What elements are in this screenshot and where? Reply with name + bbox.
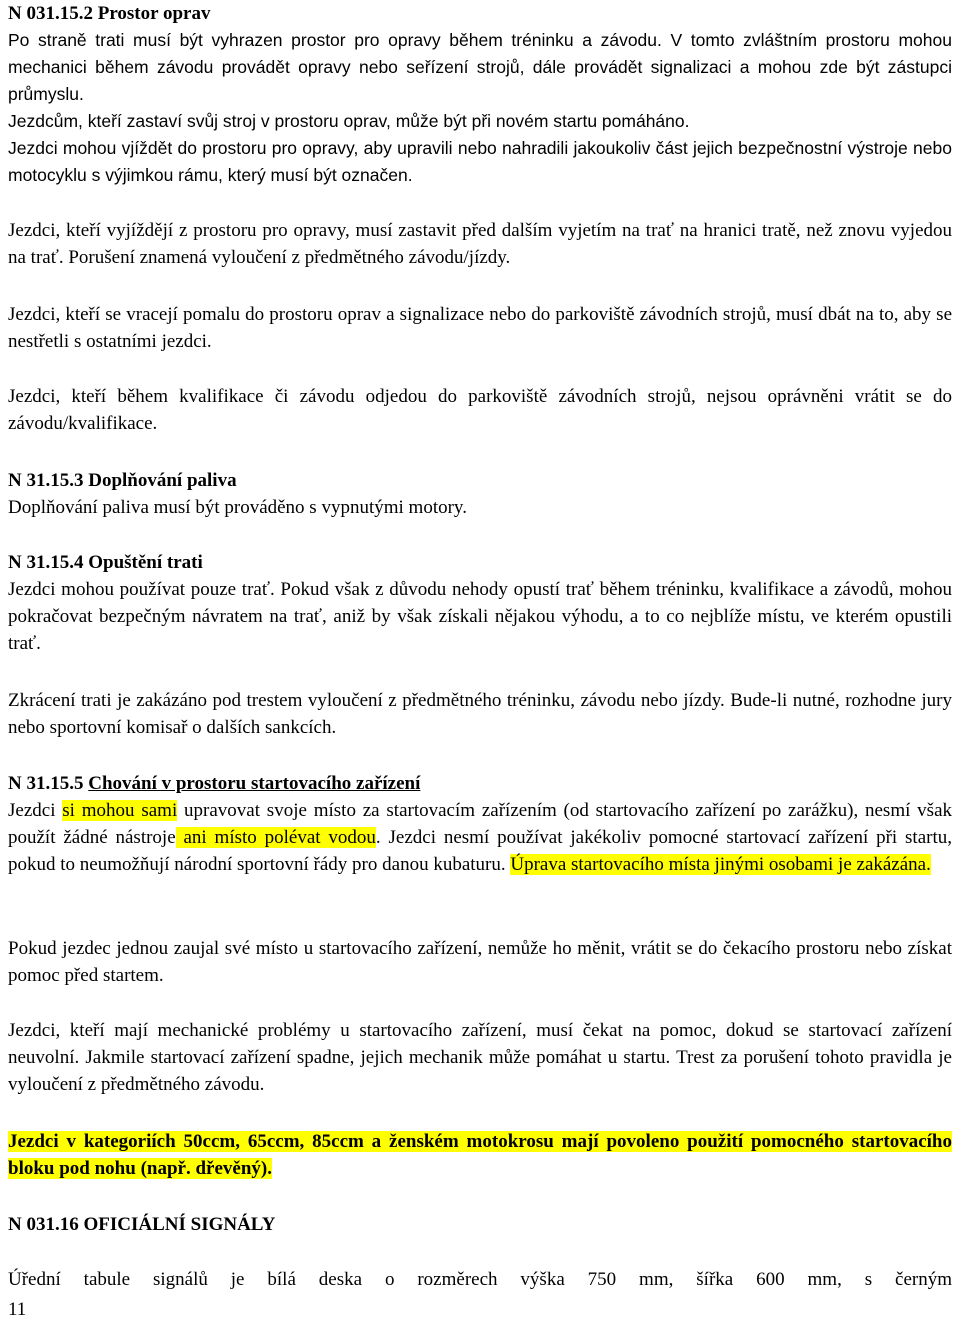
paragraph-prostor-oprav-4: Jezdci, kteří vyjíždějí z prostoru pro opravy, musí zastavit před dalším vyjetím na trať na hranici tratě, než znovu vyjedou na trať. Porušení znamená vyloučení z předmětného závodu/jízdy. <box>8 220 952 268</box>
paragraph-prostor-oprav-1: Po straně trati musí být vyhrazen prostor pro opravy během tréninku a závodu. V tomto zvláštním prostoru mohou mechanici během závodu provádět opravy nebo seřízení strojů, dále provádět signalizaci a mohou zde být zástupci průmyslu. <box>8 30 952 104</box>
highlight-polevat-vodou: ani místo polévat vodou <box>175 827 376 848</box>
heading-opusteni-trati: N 31.15.4 Opuštění trati <box>8 552 203 573</box>
paragraph-prostor-oprav-5: Jezdci, kteří se vracejí pomalu do prostoru oprav a signalizace nebo do parkoviště závodních strojů, musí dbát na to, aby se nestřetli s ostatními jezdci. <box>8 304 952 352</box>
paragraph-opusteni-trati-2: Zkrácení trati je zakázáno pod trestem vyloučení z předmětného tréninku, závodu nebo jízdy. Bude-li nutné, rozhodne jury nebo sportovní komisař o dalších sankcích. <box>8 690 952 738</box>
heading-chovani-start: N 31.15.5 Chování v prostoru startovacího zařízení <box>8 773 421 794</box>
page-number: 11 <box>8 1299 27 1320</box>
paragraph-prostor-oprav-3: Jezdci mohou vjíždět do prostoru pro opravy, aby upravili nebo nahradili jakoukoliv část jejich bezpečnostní výstroje nebo motocyklu s výjimkou rámu, který musí být označen. <box>8 138 952 185</box>
paragraph-chovani-start-3: Jezdci, kteří mají mechanické problémy u startovacího zařízení, musí čekat na pomoc, dokud se startovací zařízení neuvolní. Jakmile startovací zařízení spadne, jejich mechanik může pomáhat u startu. Trest za porušení tohoto pravidla je vyloučení z předmětného závodu. <box>8 1020 952 1095</box>
heading-oficialni-signaly: N 031.16 OFICIÁLNÍ SIGNÁLY <box>8 1214 276 1235</box>
paragraph-prostor-oprav-6: Jezdci, kteří během kvalifikace či závodu odjedou do parkoviště závodních strojů, nejsou oprávněni vrátit se do závodu/kvalifikace. <box>8 386 952 434</box>
paragraph-doplnovani-paliva: Doplňování paliva musí být prováděno s vypnutými motory. <box>8 497 467 518</box>
paragraph-opusteni-trati-1: Jezdci mohou používat pouze trať. Pokud však z důvodu nehody opustí trať během tréninku, kvalifikace a závodů, mohou pokračovat bezpečným návratem na trať, aniž by však získali nějakou výhodu, a to co nejblíže místu, ve kterém opustili trať. <box>8 579 952 654</box>
highlight-si-mohou-sami: si mohou sami <box>62 800 178 821</box>
paragraph-chovani-start-2: Pokud jezdec jednou zaujal své místo u startovacího zařízení, nemůže ho měnit, vrátit se do čekacího prostoru nebo získat pomoc před startem. <box>8 938 952 986</box>
heading-prostor-oprav: N 031.15.2 Prostor oprav <box>8 3 211 24</box>
highlight-uprava-zakazana: Úprava startovacího místa jinými osobami je zakázána. <box>510 854 931 875</box>
paragraph-oficialni-signaly: Úřední tabule signálů je bílá deska o rozměrech výška 750 mm, šířka 600 mm, s černým <box>8 1269 952 1290</box>
heading-doplnovani-paliva: N 31.15.3 Doplňování paliva <box>8 470 237 491</box>
paragraph-chovani-start-1: Jezdci si mohou sami upravovat svoje místo za startovacím zařízením (od startovacího zařízení po zarážku), nesmí však použít žádné nástroje ani místo polévat vodou. Jezdci nesmí používat jakékoliv pomocné startovací zařízení při startu, pokud to neumožňují národní sportovní řády pro danou kubaturu. Úprava startovacího místa jinými osobami je zakázána. <box>8 800 953 875</box>
paragraph-prostor-oprav-2: Jezdcům, kteří zastaví svůj stroj v prostoru oprav, může být při novém startu pomáháno. <box>8 111 690 131</box>
paragraph-chovani-start-4: Jezdci v kategoriích 50ccm, 65ccm, 85ccm a ženském motokrosu mají povoleno použití pomocného startovacího bloku pod nohu (např. dřevěný). <box>8 1131 952 1179</box>
